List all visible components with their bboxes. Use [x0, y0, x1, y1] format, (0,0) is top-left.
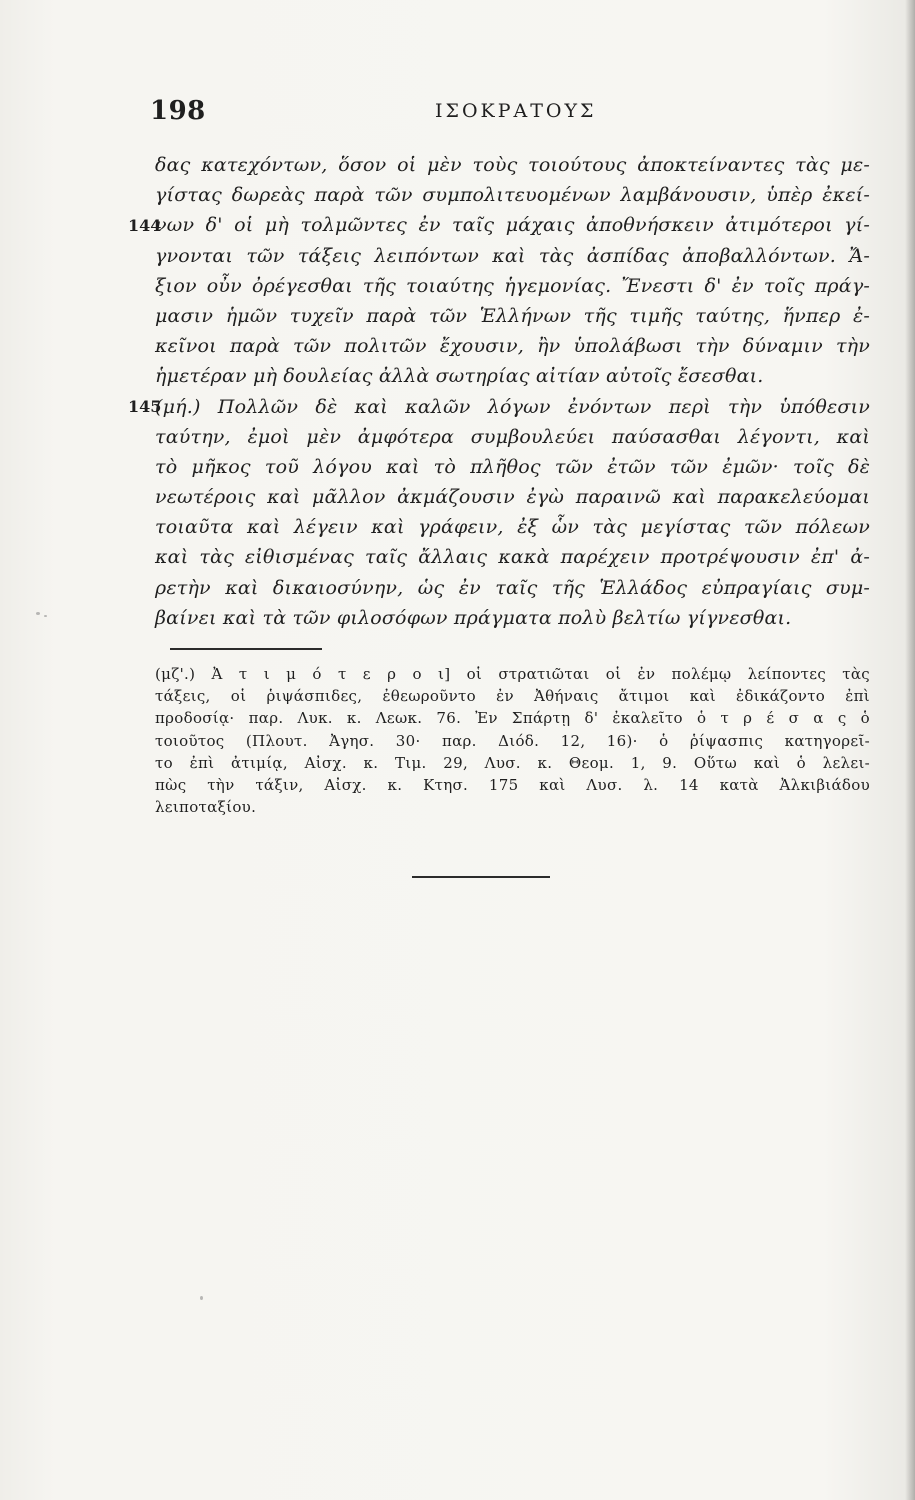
footnotes: [155, 663, 870, 818]
text-line: νεωτέροις καὶ μᾶλλον ἀκμάζουσιν ἐγὼ παραινῶ καὶ παρακελεύομαι: [155, 486, 870, 509]
text-line: γνονται τῶν τάξεις λειπόντων καὶ τὰς ἀσπίδας ἀποβαλλόντων. Ἄ-: [155, 244, 870, 267]
text-line: ρετὴν καὶ δικαιοσύνην, ὡς ἐν ταῖς τῆς Ἑλλάδος εὐπραγίαις συμ-: [155, 576, 870, 599]
ink-speck: [44, 615, 47, 617]
page-header: [150, 96, 875, 136]
text-line: γίστας δωρεὰς παρὰ τῶν συμπολιτευομένων λαμβάνουσιν, ὑπὲρ ἐκεί-: [155, 184, 870, 207]
text-line: (μή.) Πολλῶν δὲ καὶ καλῶν λόγων ἐνόντων περὶ τὴν ὑπόθεσιν: [155, 395, 870, 418]
text-line: ταύτην, ἐμοὶ μὲν ἀμφότερα συμβουλεύει παύσασθαι λέγοντι, καὶ: [155, 425, 870, 448]
page-edge-shadow: [905, 0, 915, 1500]
footnote-line: (μζ'.) Ἀ τ ι μ ό τ ε ρ ο ι] οἱ στρατιῶται οἱ ἐν πολέμῳ λείποντες τὰς: [155, 665, 870, 683]
running-head: ΙΣΟΚΡΑΤΟΥΣ: [435, 100, 597, 122]
text-line: καὶ τὰς εἰθισμένας ταῖς ἄλλαις κακὰ παρέχειν προτρέψουσιν ἐπ' ἀ-: [155, 546, 870, 569]
page-number: 198: [150, 96, 206, 126]
text-line: ξιον οὖν ὀρέγεσθαι τῆς τοιαύτης ἡγεμονίας. Ἔνεστι δ' ἐν τοῖς πράγ-: [155, 274, 870, 297]
margin-section-number: 144: [128, 216, 162, 235]
margin-section-number: 145: [128, 397, 162, 416]
text-line: δας κατεχόντων, ὅσον οἱ μὲν τοὺς τοιούτους ἀποκτείναντες τὰς με-: [155, 154, 870, 176]
text-line: μασιν ἡμῶν τυχεῖν παρὰ τῶν Ἑλλήνων τῆς τιμῆς ταύτης, ἥνπερ ἐ-: [155, 304, 870, 327]
footnote-line: πὼς τὴν τάξιν, Αἰσχ. κ. Κτησ. 175 καὶ Λυσ. λ. 14 κατὰ Ἀλκιβιάδου: [155, 775, 870, 794]
ink-speck: [36, 612, 40, 615]
footnote-line: το ἐπὶ ἀτιμίᾳ, Αἰσχ. κ. Τιμ. 29, Λυσ. κ. Θεομ. 1, 9. Οὕτω καὶ ὁ λελει-: [155, 753, 870, 772]
footnote-line: τοιοῦτος (Πλουτ. Ἀγησ. 30· παρ. Διόδ. 12, 16)· ὁ ῥίψασπις κατηγορεῖ-: [155, 731, 870, 750]
end-rule: [412, 876, 550, 878]
text-line: κεῖνοι παρὰ τῶν πολιτῶν ἔχουσιν, ἢν ὑπολάβωσι τὴν δύναμιν τὴν: [155, 335, 870, 358]
text-line: ἡμετέραν μὴ δουλείας ἀλλὰ σωτηρίας αἰτίαν αὐτοῖς ἔσεσθαι.: [155, 365, 764, 388]
footnote-line: προδοσίᾳ· παρ. Λυκ. κ. Λεωκ. 76. Ἐν Σπάρτῃ δ' ἐκαλεῖτο ὁ τ ρ έ σ α ς ὁ: [155, 709, 870, 728]
main-text: [155, 150, 870, 633]
footnote-line: τάξεις, οἱ ῥιψάσπιδες, ἐθεωροῦντο ἐν Ἀθήναις ἄτιμοι καὶ ἐδικάζοντο ἐπὶ: [155, 687, 870, 706]
text-line: τὸ μῆκος τοῦ λόγου καὶ τὸ πλῆθος τῶν ἐτῶν τῶν ἐμῶν· τοῖς δὲ: [155, 455, 870, 478]
footnote-separator: [170, 648, 322, 650]
ink-speck: [200, 1296, 203, 1300]
text-line: βαίνει καὶ τὰ τῶν φιλοσόφων πράγματα πολὺ βελτίω γίγνεσθαι.: [155, 606, 792, 629]
text-line: τοιαῦτα καὶ λέγειν καὶ γράφειν, ἐξ ὧν τὰς μεγίστας τῶν πόλεων: [155, 516, 870, 539]
text-line: νων δ' οἱ μὴ τολμῶντες ἐν ταῖς μάχαις ἀποθνήσκειν ἀτιμότεροι γί-: [155, 214, 870, 237]
footnote-line: λειποταξίου.: [155, 798, 257, 817]
